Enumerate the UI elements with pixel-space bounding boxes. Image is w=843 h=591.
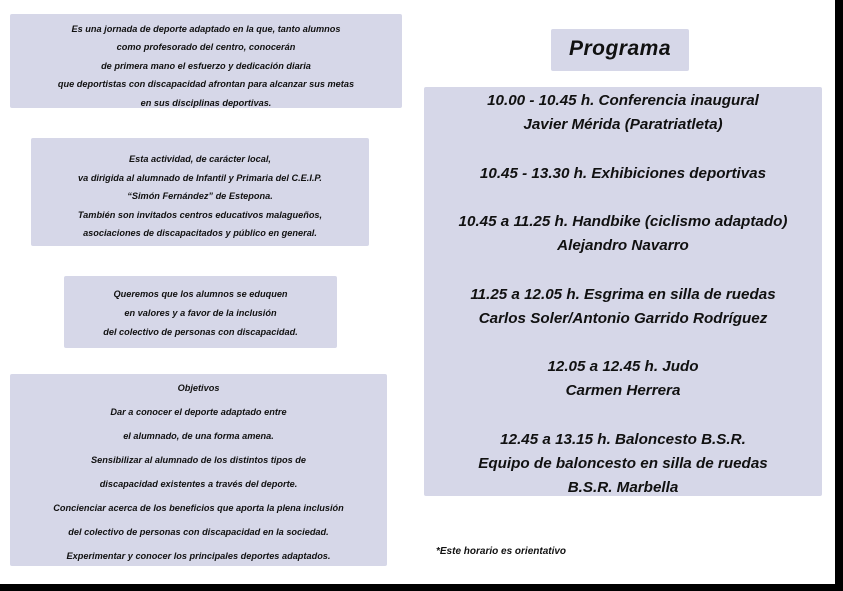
values-line: Queremos que los alumnos se eduquen — [113, 289, 288, 299]
schedule-time-line: 12.45 a 13.15 h. Baloncesto B.S.R. — [500, 430, 746, 448]
objective-line: Experimentar y conocer los principales deportes adaptados. — [66, 551, 331, 561]
schedule-footnote: *Este horario es orientativo — [436, 546, 567, 557]
schedule-entry-judo — [424, 355, 822, 403]
values-line: en valores y a favor de la inclusión — [124, 308, 277, 318]
objective-line: Sensibilizar al alumnado de los distintos tipos de — [91, 455, 306, 465]
schedule-time-line: 12.05 a 12.45 h. Judo — [547, 358, 699, 376]
intro-line: como profesorado del centro, conocerán — [116, 42, 296, 53]
objectives-title: Objetivos — [177, 383, 220, 393]
schedule-speaker-line: Alejandro Navarro — [557, 237, 689, 255]
schedule-time-line: 10.00 - 10.45 h. Conferencia inaugural — [487, 92, 759, 109]
schedule-speaker-line: B.S.R. Marbella — [567, 479, 679, 497]
schedule-time-line: 10.45 - 13.30 h. Exhibiciones deportivas — [479, 164, 767, 182]
schedule-entry-exhibitions — [424, 162, 822, 186]
schedule-entry-conference — [424, 89, 822, 137]
schedule-speaker-line: Carlos Soler/Antonio Garrido Rodríguez — [478, 309, 768, 327]
intro-line: Es una jornada de deporte adaptado en la que, tanto alumnos — [71, 24, 341, 34]
values-line: del colectivo de personas con discapacidad. — [103, 327, 298, 337]
program-schedule — [424, 87, 822, 496]
objective-line: Dar a conocer el deporte adaptado entre — [110, 407, 287, 417]
local-line: va dirigida al alumnado de Infantil y Primaria del C.E.I.P. — [78, 172, 322, 183]
objectives-box — [10, 374, 387, 566]
intro-line: en sus disciplinas deportivas. — [140, 97, 272, 108]
local-activity-box — [31, 138, 369, 246]
intro-line: que deportistas con discapacidad afrontan para alcanzar sus metas — [57, 79, 355, 90]
bottom-edge-bar — [0, 584, 843, 591]
local-line: También son invitados centros educativos malagueños, — [77, 209, 323, 220]
objective-line: Concienciar acerca de los beneficios que aporta la plena inclusión — [53, 503, 344, 513]
local-line: asociaciones de discapacitados y público en general. — [83, 228, 317, 239]
objective-line: discapacidad existentes a través del deporte. — [99, 479, 298, 489]
schedule-entry-fencing — [424, 283, 822, 331]
objective-line: el alumnado, de una forma amena. — [123, 431, 274, 441]
schedule-speaker-line: Equipo de baloncesto en silla de ruedas — [478, 454, 768, 472]
intro-box — [10, 14, 402, 108]
local-line: “Simón Fernández” de Estepona. — [127, 191, 273, 202]
schedule-time-line: 11.25 a 12.05 h. Esgrima en silla de ruedas — [470, 285, 776, 303]
intro-line: de primera mano el esfuerzo y dedicación diaria — [101, 60, 311, 71]
schedule-speaker-line: Carmen Herrera — [565, 382, 681, 400]
objective-line: del colectivo de personas con discapacidad en la sociedad. — [68, 527, 329, 537]
right-edge-bar — [835, 0, 843, 591]
schedule-time-line: 10.45 a 11.25 h. Handbike (ciclismo adaptado) — [458, 212, 788, 230]
values-box — [64, 276, 337, 348]
schedule-entry-handbike — [424, 210, 822, 258]
program-title: Programa — [551, 29, 689, 71]
schedule-speaker-line: Javier Mérida (Paratriatleta) — [523, 116, 723, 134]
schedule-entry-basketball — [424, 428, 822, 501]
local-line: Esta actividad, de carácter local, — [129, 154, 271, 164]
